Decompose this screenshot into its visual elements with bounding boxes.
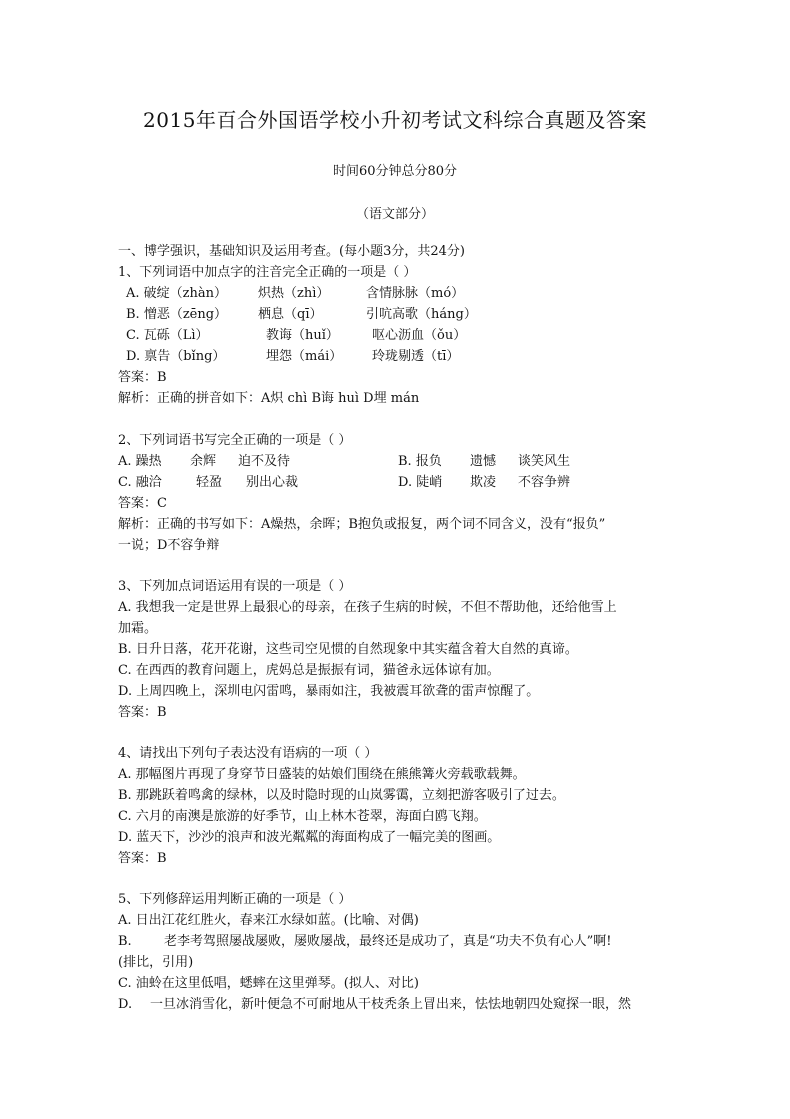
q2-analysis-line-1: 解析：正确的书写如下：A燥热，余晖；B抱负或报复，两个词不同含义，没有“报负”: [118, 517, 606, 532]
q1-answer: 答案：B: [118, 370, 167, 385]
q1-option-c-1: C. 瓦砾（Lì）: [126, 328, 209, 343]
q5-option-d-label: D.: [118, 997, 133, 1012]
q5-option-c: C. 油蛉在这里低唱，蟋蟀在这里弹琴。(拟人、对比): [118, 976, 419, 991]
q2-option-b-3: 谈笑风生: [518, 454, 571, 469]
q3-option-a-line-2: 加霜。: [118, 621, 158, 636]
q2-analysis-line-2: 一说；D不容争辩: [118, 538, 220, 553]
q1-option-b-3: 引吭高歌（háng）: [366, 307, 477, 322]
q4-answer: 答案：B: [118, 851, 167, 866]
q1-option-a-1: A. 破绽（zhàn）: [126, 286, 227, 301]
q5-option-b-label: B.: [118, 934, 132, 949]
q3-option-d: D. 上周四晚上，深圳电闪雷鸣，暴雨如注，我被震耳欲聋的雷声惊醒了。: [118, 684, 540, 699]
q4-option-d: D. 蓝天下，沙沙的浪声和波光粼粼的海面构成了一幅完美的图画。: [118, 830, 501, 845]
q3-option-b: B. 日升日落，花开花谢，这些司空见惯的自然现象中其实蕴含着大自然的真谛。: [118, 642, 578, 657]
page-title: 2015年百合外国语学校小升初考试文科综合真题及答案: [143, 108, 647, 132]
q2-answer: 答案：C: [118, 496, 167, 511]
q1-option-c-3: 呕心沥血（ǒu）: [372, 328, 467, 343]
q1-option-b-2: 栖息（qī）: [258, 307, 323, 322]
q1-analysis: 解析：正确的拼音如下：A炽 chì B诲 huì D埋 mán: [118, 391, 420, 406]
q5-option-a: A. 日出江花红胜火，春来江水绿如蓝。(比喻、对偶): [118, 913, 419, 928]
q2-option-b-2: 遗憾: [470, 454, 497, 469]
q2-option-c-2: 轻盈: [196, 475, 223, 490]
q1-option-c-2: 教诲（huǐ）: [266, 328, 339, 343]
q2-stem: 2、下列词语书写完全正确的一项是（ ）: [118, 433, 352, 448]
q1-option-d-3: 玲珑剔透（tī）: [372, 349, 460, 364]
q4-stem: 4、请找出下列句子表达没有语病的一项（ ）: [118, 746, 378, 761]
q2-option-d-1: D. 陡峭: [398, 475, 443, 490]
q2-option-b-1: B. 报负: [398, 454, 442, 469]
section-heading: （语文部分）: [355, 207, 434, 222]
q3-stem: 3、下列加点词语运用有误的一项是（ ）: [118, 579, 352, 594]
q5-option-b-line-2: (排比，引用): [118, 955, 194, 970]
q1-option-a-3: 含情脉脉（mó）: [366, 286, 465, 301]
q2-option-c-3: 别出心裁: [246, 475, 299, 490]
q2-option-c-1: C. 融洽: [118, 475, 162, 490]
q1-option-a-2: 炽热（zhì）: [258, 286, 330, 301]
q1-option-b-1: B. 憎恶（zēng）: [126, 307, 228, 322]
q4-option-a: A. 那幅图片再现了身穿节日盛装的姑娘们围绕在熊熊篝火旁载歌载舞。: [118, 767, 526, 782]
q5-option-b-line-1: 老李考驾照屡战屡败，屡败屡战，最终还是成功了，真是“功夫不负有心人”啊!: [164, 934, 612, 949]
q4-option-c: C. 六月的南澳是旅游的好季节，山上林木苍翠，海面白鸥飞翔。: [118, 809, 487, 824]
q4-option-b: B. 那跳跃着鸣禽的绿林，以及时隐时现的山岚雾霭，立刻把游客吸引了过去。: [118, 788, 565, 803]
q5-stem: 5、下列修辞运用判断正确的一项是（ ）: [118, 892, 352, 907]
q1-option-d-1: D. 禀告（bǐng）: [126, 349, 226, 364]
q1-stem: 1、下列词语中加点字的注音完全正确的一项是（ ）: [118, 265, 417, 280]
q2-option-d-3: 不容争辨: [518, 475, 571, 490]
q3-option-c: C. 在西西的教育问题上，虎妈总是振振有词，猫爸永远体谅有加。: [118, 663, 500, 678]
q2-option-a-3: 迫不及待: [238, 454, 291, 469]
q2-option-a-2: 余辉: [190, 454, 217, 469]
q2-option-d-2: 欺凌: [470, 475, 497, 490]
exam-time-score: 时间60分钟总分80分: [332, 164, 458, 179]
q3-answer: 答案：B: [118, 705, 167, 720]
q3-option-a-line-1: A. 我想我一定是世界上最狠心的母亲，在孩子生病的时候，不但不帮助他，还给他雪上: [118, 600, 617, 615]
q5-option-d-line-1: 一旦冰消雪化，新叶便急不可耐地从干枝秃条上冒出来，怯怯地朝四处窥探一眼，然: [150, 997, 632, 1012]
part-heading: 一、博学强识，基础知识及运用考查。(每小题3分，共24分): [118, 244, 465, 259]
q1-option-d-2: 埋怨（mái）: [266, 349, 343, 364]
q2-option-a-1: A. 躁热: [118, 454, 162, 469]
